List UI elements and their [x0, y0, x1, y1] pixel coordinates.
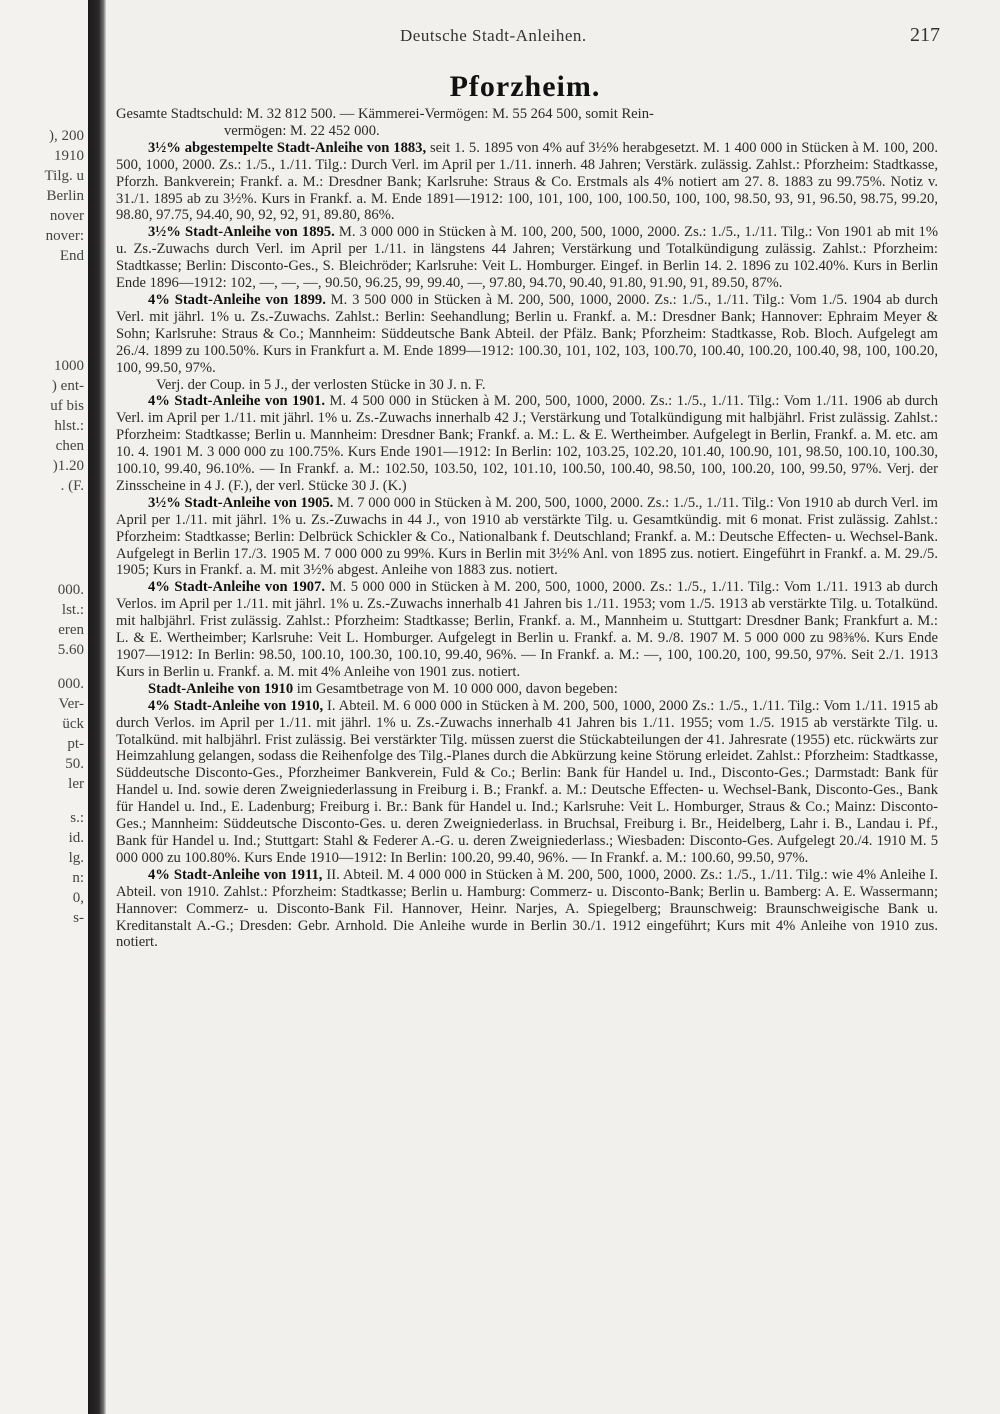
running-title: Deutsche Stadt-Anleihen. [400, 26, 587, 45]
margin-fragment: 000. [57, 676, 84, 692]
loan-entry [116, 224, 938, 292]
margin-fragment: ) ent- [51, 378, 84, 394]
margin-fragment: 1000 [54, 358, 84, 374]
loan-heading: 3½% abgestempelte Stadt-Anleihe von 1883, [148, 139, 427, 156]
loan-entry [116, 867, 938, 952]
section-title: Pforzheim. [449, 70, 601, 103]
document-body [116, 106, 938, 951]
margin-fragment: . (F. [60, 478, 84, 494]
loan-heading: 4% Stadt-Anleihe von 1899. [148, 291, 326, 308]
margin-fragment: 5.60 [57, 642, 84, 658]
adjacent-page-margin [0, 0, 88, 1414]
loan-note: Verj. der Coup. in 5 J., der verlosten Stücke in 30 J. n. F. [156, 376, 486, 393]
margin-fragment: nover: [45, 228, 84, 244]
loan-entry [116, 393, 938, 494]
document-page [110, 0, 990, 1414]
loan-heading: 4% Stadt-Anleihe von 1901. [148, 393, 325, 410]
margin-fragment: hlst.: [54, 418, 84, 434]
page-header [110, 24, 940, 50]
book-binding-shadow [88, 0, 106, 1414]
loan-heading: 4% Stadt-Anleihe von 1907. [148, 579, 325, 596]
margin-fragment: eren [58, 622, 84, 638]
loan-entry [116, 698, 938, 867]
margin-fragment: End [59, 248, 84, 264]
margin-fragment: 000. [57, 582, 84, 598]
loan-heading: Stadt-Anleihe von 1910 [148, 680, 294, 697]
margin-fragment: n: [72, 870, 84, 886]
loan-text: II. Abteil. M. 4 000 000 in Stücken à M. 200, 500, 1000, 2000. Zs.: 1./5., 1./11. Tilg.: wie 4% Anleihe I. Abteil. von 1910. Zahlst.: Pforzheim: Stadtkasse; Berlin u. Hamburg: Commerz- u. Disconto-Bank; Berlin u. Bamberg: A. E. Wassermann; Hannover: Commerz- u. Disconto-Bank Fil. Hannover, Heinr. Narjes, A. Spiegelberg; Braunschweig: Braunschweigische Bank u. Kreditanstalt A.-G.; Dresden: Gebr. Arnhold. Die Anleihe wurde in Berlin 30./1. 1912 eingeführt; Kurs mit 4% Anleihe von 1910 zus. notiert. [116, 866, 938, 951]
margin-fragment: 0, [72, 890, 84, 906]
margin-fragment: id. [68, 830, 84, 846]
loan-heading: 3½% Stadt-Anleihe von 1895. [148, 224, 335, 241]
margin-fragment: )1.20 [52, 458, 84, 474]
loan-text: seit 1. 5. 1895 von 4% auf 3½% herabgesetzt. M. 1 400 000 in Stücken à M. 100, 200. 500, 1000, 2000. Zs.: 1./5., 1./11. Tilg.: Durch Verl. im April per 1./11. innerh. 48 Jahren; Verstärk. zulässig. Zahlst.: Pforzheim: Stadtkasse, Pforzh. Bankverein; Frankf. a. M.: Dresdner Bank; Karlsruhe: Straus & Co. Erstmals als 4% notiert am 27. 8. 1883 zu 99.75%. Notiz v. 31./1. 1895 ab zu 3½%. Kurs in Frankf. a. M. Ende 1891—1912: 100, 101, 100, 100, 100.50, 100, 100, 98.50, 93, 91, 96.50, 98.75, 99.20, 98.80, 97.75, 94.40, 90, 92, 92, 91, 89.80, 86%. [116, 139, 938, 224]
loan-heading: 3½% Stadt-Anleihe von 1905. [148, 494, 334, 511]
margin-fragment: Tilg. u [44, 168, 84, 184]
margin-fragment: ), 200 [49, 128, 84, 144]
loan-text: im Gesamtbetrage von M. 10 000 000, davon begeben: [293, 680, 618, 697]
loan-text: M. 4 500 000 in Stücken à M. 200, 500, 1000, 2000. Zs.: 1./5., 1./11. Tilg.: Vom 1./11. 1906 ab durch Verl. im April per 1./11. mit jährl. 1% u. Zs.-Zuwachs innerhalb 42 J.; Verstärkung und Totalkündigung mit halbjährl. Frist zulässig. Zahlst.: Pforzheim: Stadtkasse; Berlin u. Mannheim: Dresdner Bank; Frankf. a. M.: L. & E. Wertheimber. Aufgelegt in Berlin, Frankf. a. M. etc. am 10. 4. 1901 M. 3 000 000 zu 100.75%. Kurs Ende 1901—1912: In Berlin: 102, 103.25, 102.20, 101.40, 100.90, 101, 98.50, 100.10, 100.30, 100.10, 99.40, 96.10%. — In Frankf. a. M.: 102.50, 103.50, 102, 101.10, 100.50, 100.40, 98.50, 100, 100.20, 100, 99.50, 97%. Verj. der Zinsscheine in 4 J. (F.), der verl. Stücke 30 J. (K.) [116, 393, 938, 494]
loan-entry [116, 579, 938, 680]
loan-entry [116, 681, 938, 698]
loan-text: M. 7 000 000 in Stücken à M. 200, 500, 1000, 2000. Zs.: 1./5., 1./11. Tilg.: Von 1910 ab durch Verl. im April per 1./11. mit jährl. 1% u. Zs.-Zuwachs in 44 J., von 1910 ab verstärkte Tilg. u. Gesamtkündig. mit 6 monat. Frist zulässig. Zahlst.: Pforzheim: Stadtkasse; Berlin: Delbrück Schickler & Co., Nationalbank f. Deutschland; Frankf. a. M.: Deutsche Effecten- u. Wechsel-Bank. Aufgelegt in Berlin 17./3. 1905 M. 7 000 000 zu 99%. Kurs in Berlin mit 3½% Anl. von 1895 zus. notiert. Eingeführt in Frankf. a. M. 29./5. 1905; Kurs in Frankf. a. M. mit 3½% abgest. Anleihe von 1883 zus. notiert. [116, 494, 938, 579]
loan-heading: 4% Stadt-Anleihe von 1910, [148, 697, 324, 714]
intro-line: vermögen: M. 22 452 000. [224, 122, 380, 139]
margin-fragment: uf bis [50, 398, 84, 414]
margin-fragment: 50. [65, 756, 84, 772]
loan-text: I. Abteil. M. 6 000 000 in Stücken à M. 200, 500, 1000, 2000 Zs.: 1./5., 1./11. Tilg.: Vom 1./11. 1915 ab durch Verlos. im April per 1./11. mit jährl. 1% u. Zs.-Zuwachs innerhalb 41 Jahren bis 1./11. 1955; vom 1./5. 1915 ab verstärkte Tilg. u. Totalkünd. mit halbjährl. Frist zulässig. Bei verstärkter Tilg. müssen zuerst die Stückabteilungen der 41. Jahresrate (1955) etc. rückwärts zur Heimzahlung gelangen, sodass die Reihenfolge des Tilg.-Planes durch die Abkürzung keine Störung erleidet. Zahlst.: Pforzheim: Stadtkasse, Süddeutsche Disconto-Ges., Pforzheimer Bankverein, Fuld & Co.; Berlin: Bank für Handel u. Ind., Disconto-Ges.; Darmstadt: Bank für Handel u. Ind. sowie deren Zweigniederlassung in Freiburg i. B.; Frankf. a. M.: Deutsche Effecten- u. Wechsel-Bank, Disconto-Ges., Bank für Handel u. Ind., E. Ladenburg; Freiburg i. Br.: Bank für Handel u. Ind.; Karlsruhe: Veit L. Homburger, Straus & Co.; Mainz: Disconto-Ges.; Mannheim: Süddeutsche Disconto-Ges. u. deren Zweigniederlass. in Bruchsal, Freiburg i. Br., Heidelberg, Lahr i. B., Landau i. Pf., Bank für Handel u. Ind.; Stuttgart: Stahl & Federer A.-G. u. deren Zweigniederlass.; Wiesbaden: Disconto-Ges. Aufgelegt 20./4. 1910 M. 5 000 000 zu 100.80%. Kurs Ende 1910—1912: In Berlin: 100.20, 99.40, 96%. — In Frankf. a. M.: 100.60, 99.50, 97%. [116, 697, 938, 866]
loan-entry [116, 292, 938, 377]
margin-fragment: Ver- [58, 696, 84, 712]
loan-text: M. 3 500 000 in Stücken à M. 200, 500, 1000, 2000. Zs.: 1./5., 1./11. Tilg.: Vom 1./5. 1904 ab durch Verl. mit jährl. 1% u. Zs.-Zuwachs. Zahlst.: Berlin: Seehandlung; Berlin u. Frankf. a. M.: Dresdner Bank; Hannover: Ephraim Meyer & Sohn; Karlsruhe: Straus & Co.; Mannheim: Süddeutsche Bank Abteil. der Pfälz. Bank; Pforzheim: Stadtkasse, Rob. Bloch. Aufgelegt am 26./4. 1899 zu 100.50%. Kurs in Frankfurt a. M. Ende 1899—1912: 100.30, 101, 102, 103, 100.70, 100.40, 100.20, 100.40, 98, 100, 100.20, 100, 99.50, 97%. [116, 291, 938, 376]
margin-fragment: chen [55, 438, 84, 454]
margin-fragment: ler [68, 776, 84, 792]
margin-fragment: lst.: [61, 602, 84, 618]
page-number: 217 [910, 24, 940, 46]
margin-fragment: s- [73, 910, 84, 926]
margin-fragment: nover [49, 208, 84, 224]
loan-entry [116, 140, 938, 225]
margin-fragment: ück [62, 716, 84, 732]
loan-text: M. 3 000 000 in Stücken à M. 100, 200, 500, 1000, 2000. Zs.: 1./5., 1./11. Tilg.: Von 1901 ab mit 1% u. Zs.-Zuwachs durch Verl. im April per 1./11. in längstens 44 Jahren; Verstärkung und Totalkündigung zulässig. Zahlst.: Pforzheim: Stadtkasse; Berlin: Disconto-Ges., S. Bleichröder; Karlsruhe: Veit L. Homburger. Eingef. in Berlin 14. 2. 1896 zu 102.40%. Kurs in Berlin Ende 1896—1912: 102, —, —, —, 90.50, 96.25, 99, 99.40, —, 97.80, 94.70, 90.40, 91.80, 91.90, 91, 89.50, 87%. [116, 224, 938, 292]
margin-fragment: Berlin [46, 188, 84, 204]
margin-fragment: pt- [67, 736, 84, 752]
loan-entry [116, 495, 938, 580]
margin-fragment: 1910 [54, 148, 84, 164]
margin-fragment: lg. [68, 850, 84, 866]
margin-fragment: s.: [70, 810, 84, 826]
loan-text: M. 5 000 000 in Stücken à M. 200, 500, 1000, 2000. Zs.: 1./5., 1./11. Tilg.: Vom 1./11. 1913 ab durch Verlos. im April per 1./11. mit jährl. 1% u. Zs.-Zuwachs innerhalb 41 Jahren bis 1./11. 1953; vom 1./5. 1913 ab verstärkte Tilg. u. Totalkünd. mit halbjährl. Frist zulässig. Zahlst.: Pforzheim: Stadtkasse; Berlin, Frankf. a. M., Mannheim u. Stuttgart: Dresdner Bank; Frankfurt a. M.: L. & E. Wertheimber; Karlsruhe: Veit L. Homburger. Aufgelegt in Berlin u. Frankf. a. M. 9./8. 1907 M. 5 000 000 zu 98⅜%. Kurs Ende 1907—1912: In Berlin: 98.50, 100.10, 100.30, 100.10, 99.40, 96%. — In Frankf. a. M.: —, 100, 100.20, 100, 99.50, 97%. Seit 2./1. 1913 Kurs in Berlin u. Frankf. a. M. mit 4% Anleihe von 1901 zus. notiert. [116, 579, 938, 680]
loan-heading: 4% Stadt-Anleihe von 1911, [148, 866, 323, 883]
intro-line: Gesamte Stadtschuld: M. 32 812 500. — Kämmerei-Vermögen: M. 55 264 500, somit Rein- [116, 106, 654, 122]
